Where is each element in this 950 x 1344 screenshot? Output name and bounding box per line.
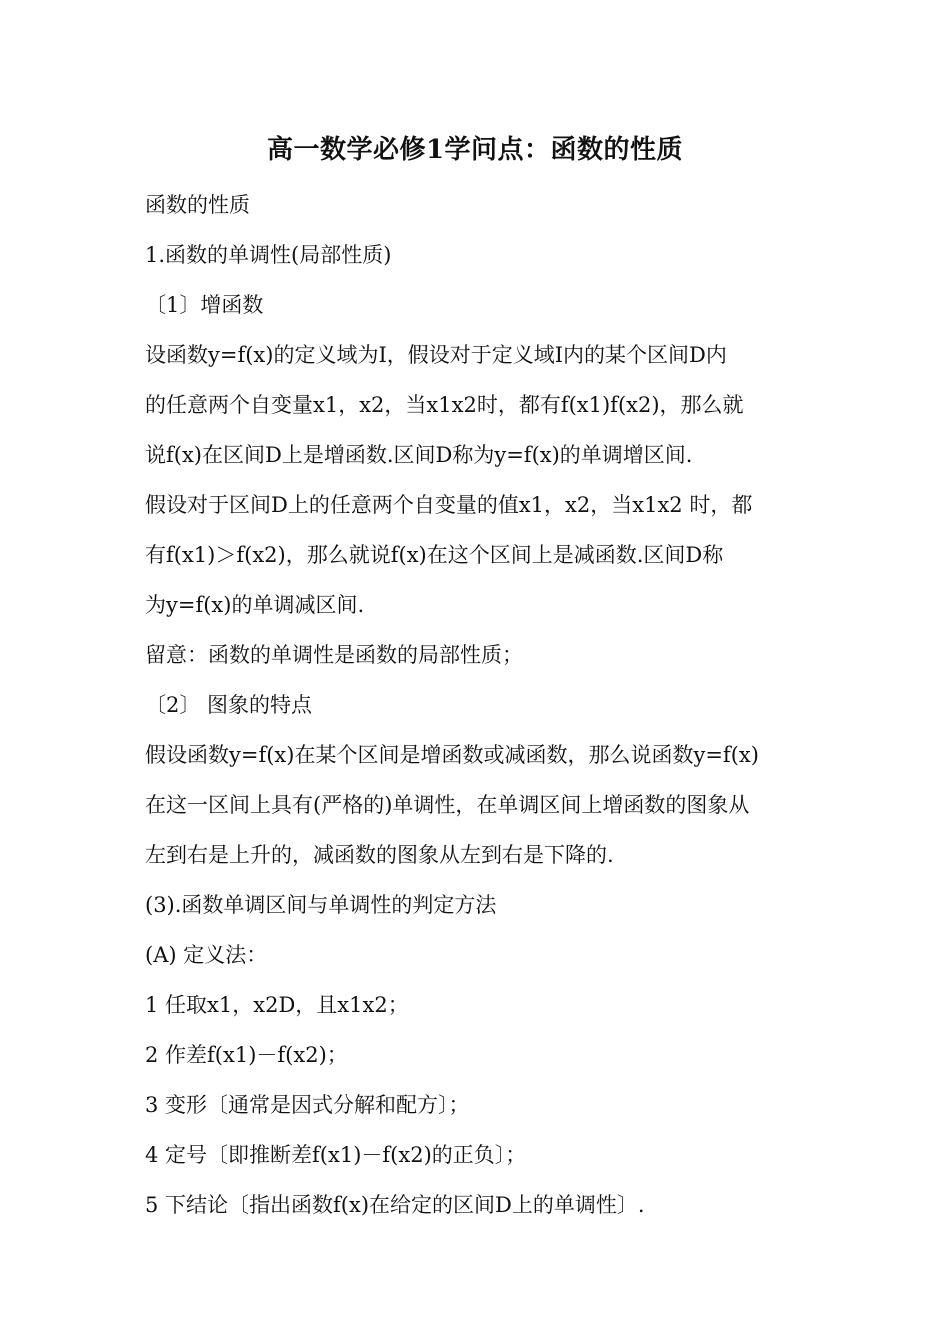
step-line: 3 变形〔通常是因式分解和配方〕；: [145, 1093, 470, 1117]
step-line: 2 作差f(x1)－f(x2)；: [145, 1043, 348, 1067]
note-line: 留意：函数的单调性是函数的局部性质；: [145, 643, 523, 667]
step-line: 4 定号〔即推断差f(x1)－f(x2)的正负〕；: [145, 1143, 527, 1167]
section-heading: 函数的性质: [145, 193, 250, 217]
text-line: 假设对于区间D上的任意两个自变量的值x1，x2，当x1x2 时，都: [145, 493, 753, 517]
text-line: 左到右是上升的，减函数的图象从左到右是下降的.: [145, 843, 614, 867]
text-line: 设函数y=f(x)的定义域为I，假设对于定义域I内的某个区间D内: [145, 343, 727, 367]
text-line: 假设函数y=f(x)在某个区间是增函数或减函数，那么说函数y=f(x): [145, 743, 759, 767]
item-heading: (3).函数单调区间与单调性的判定方法: [145, 893, 497, 917]
step-line: 5 下结论〔指出函数f(x)在给定的区间D上的单调性〕.: [145, 1193, 645, 1217]
subsection-heading: 1.函数的单调性(局部性质): [145, 243, 392, 267]
document-title: 高一数学必修1学问点：函数的性质: [266, 135, 684, 165]
method-heading: (A) 定义法：: [145, 943, 268, 967]
text-line: 有f(x1)＞f(x2)，那么就说f(x)在这个区间上是减函数.区间D称: [145, 543, 724, 567]
text-line: 在这一区间上具有(严格的)单调性，在单调区间上增函数的图象从: [145, 793, 750, 817]
text-line: 为y=f(x)的单调减区间.: [145, 593, 365, 617]
document-body: [145, 180, 810, 1230]
item-heading: 〔1〕增函数: [145, 293, 264, 317]
item-heading: 〔2〕 图象的特点: [145, 693, 313, 717]
text-line: 说f(x)在区间D上是增函数.区间D称为y=f(x)的单调增区间.: [145, 443, 693, 467]
step-line: 1 任取x1，x2D，且x1x2；: [145, 993, 409, 1017]
text-line: 的任意两个自变量x1，x2，当x1x2时，都有f(x1)f(x2)，那么就: [145, 393, 744, 417]
